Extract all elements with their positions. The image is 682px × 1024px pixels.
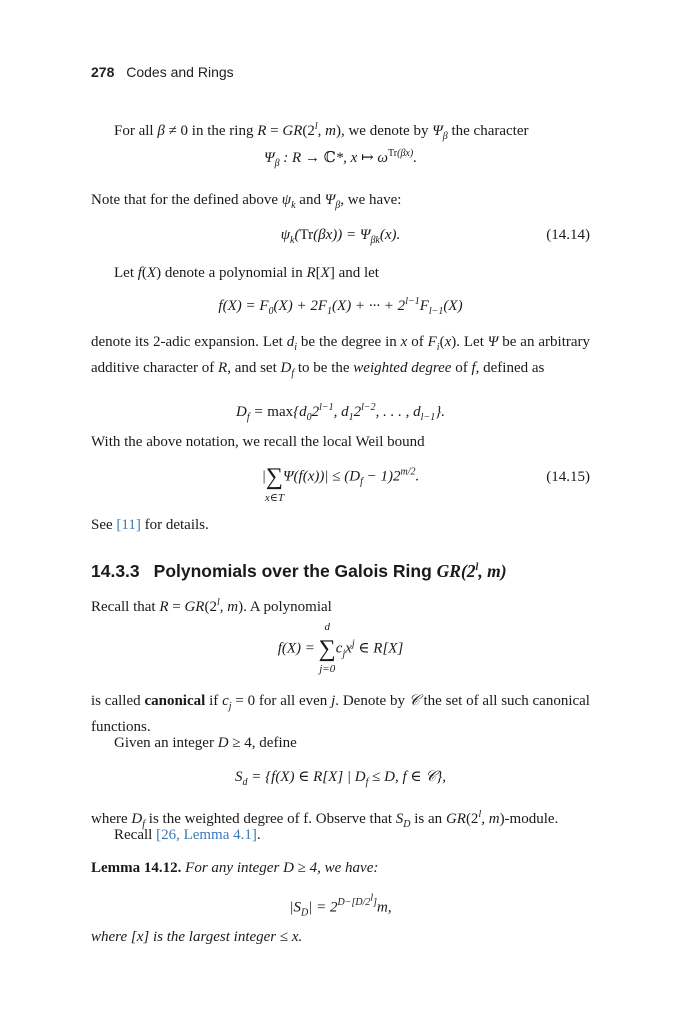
equation-weighted-degree: $D_f = \max\{d_02^{l-1}$, $d_12^{l-2}$, . . . , $d_{l-1}$}. xyxy=(236,402,445,423)
term-canonical: canonical xyxy=(144,693,206,709)
paragraph-5: With the above notation, we recall the local Weil bound xyxy=(91,434,425,450)
sum-lower-limit-j: j=0 xyxy=(319,663,336,675)
lemma-statement: For any integer D ≥ 4, we have: xyxy=(185,860,379,876)
lemma-14-12 xyxy=(91,858,590,879)
equation-2adic: $f(X) = F_0(X) + 2F_1(X)$ + ··· + $2^{l-1}F_{l-1}(X)$ xyxy=(218,296,463,317)
paragraph-12: where [x] is the largest integer ≤ x. xyxy=(91,929,303,945)
paragraph-9: Given an integer D ≥ 4, define xyxy=(114,735,297,751)
paragraph-11 xyxy=(91,825,590,846)
equation-number-14-14: (14.14) xyxy=(546,227,590,243)
citation-11[interactable]: [11] xyxy=(116,517,141,533)
paragraph-2: Note that for the defined above $\psi_k$ and $\Psi_\beta$, we have: xyxy=(91,192,402,211)
equation-14-15: |∑ x∈T $\Psi(f(x))| \le (D_f - 1)2^{m/2}$. xyxy=(261,464,420,504)
sum-symbol-polynomial: d ∑ j=0 xyxy=(319,637,336,661)
recall-text: Recall xyxy=(114,827,153,843)
period-text: . xyxy=(256,827,261,843)
equation-14-14: $\psi_k(Tr(\beta x)) = \Psi_{\beta k}(x)$. xyxy=(280,227,401,246)
page-number: 278 xyxy=(91,64,115,80)
paragraph-8: is called canonical if $c_j = 0$ for all even j. Denote by 𝒞 the set of all such canonical functions. xyxy=(91,693,590,735)
sum-upper-limit: d xyxy=(324,621,330,633)
called-text: is called xyxy=(91,693,141,709)
paragraph-3: Let f(X) denote a polynomial in R[X] and let xyxy=(114,265,379,281)
paragraph-7: Recall that $R = GR(2^l$, m). A polynomial xyxy=(91,597,332,615)
sum-lower-limit: x∈T xyxy=(264,492,284,504)
paragraph-1: For all β ≠ 0 in the ring $R = GR(2^l$, m), we denote by $\Psi_\beta$ the character xyxy=(91,116,590,147)
paragraph-6 xyxy=(91,515,590,536)
paragraph-10: where $D_f$ is the weighted degree of f. Observe that $S_D$ is an GR(2$^l$, m)-module. xyxy=(91,809,559,830)
lemma-label: Lemma 14.12. xyxy=(91,860,182,876)
section-title: Polynomials over the Galois Ring xyxy=(153,561,432,581)
equation-character: $\Psi_\beta$ : R → ℂ*, x ↦ $\omega^{Tr(\beta x)}$. xyxy=(264,148,417,169)
citation-26[interactable]: [26, Lemma 4.1] xyxy=(156,827,257,843)
equation-SD: $S_d = \{f(X)$ ∈ R[X] | $D_f \le D$, f ∈ 𝒞}, xyxy=(235,769,446,788)
running-header xyxy=(91,64,234,80)
see-text: See xyxy=(91,517,113,533)
equation-polynomial: f(X) = d ∑ j=0 $c_jx^j$ ∈ R[X] xyxy=(277,621,404,675)
sum-symbol: ∑ x∈T xyxy=(266,465,283,489)
section-heading xyxy=(91,561,507,582)
section-number: 14.3.3 xyxy=(91,561,140,581)
running-title: Codes and Rings xyxy=(126,64,234,80)
details-text: for details. xyxy=(144,517,209,533)
section-ring: GR(2$^l$, m) xyxy=(436,561,507,581)
paragraph-4: denote its 2-adic expansion. Let $d_i$ be the degree in x of $F_i(x)$. Let Ψ be an arbitrary additive character of R, and set $D_f$ to be the weighted degree of f, defined as xyxy=(91,334,591,379)
equation-number-14-15: (14.15) xyxy=(546,469,590,485)
equation-lemma: $|S_D| = 2^{D-[D/2^l]}m$, xyxy=(289,893,392,919)
